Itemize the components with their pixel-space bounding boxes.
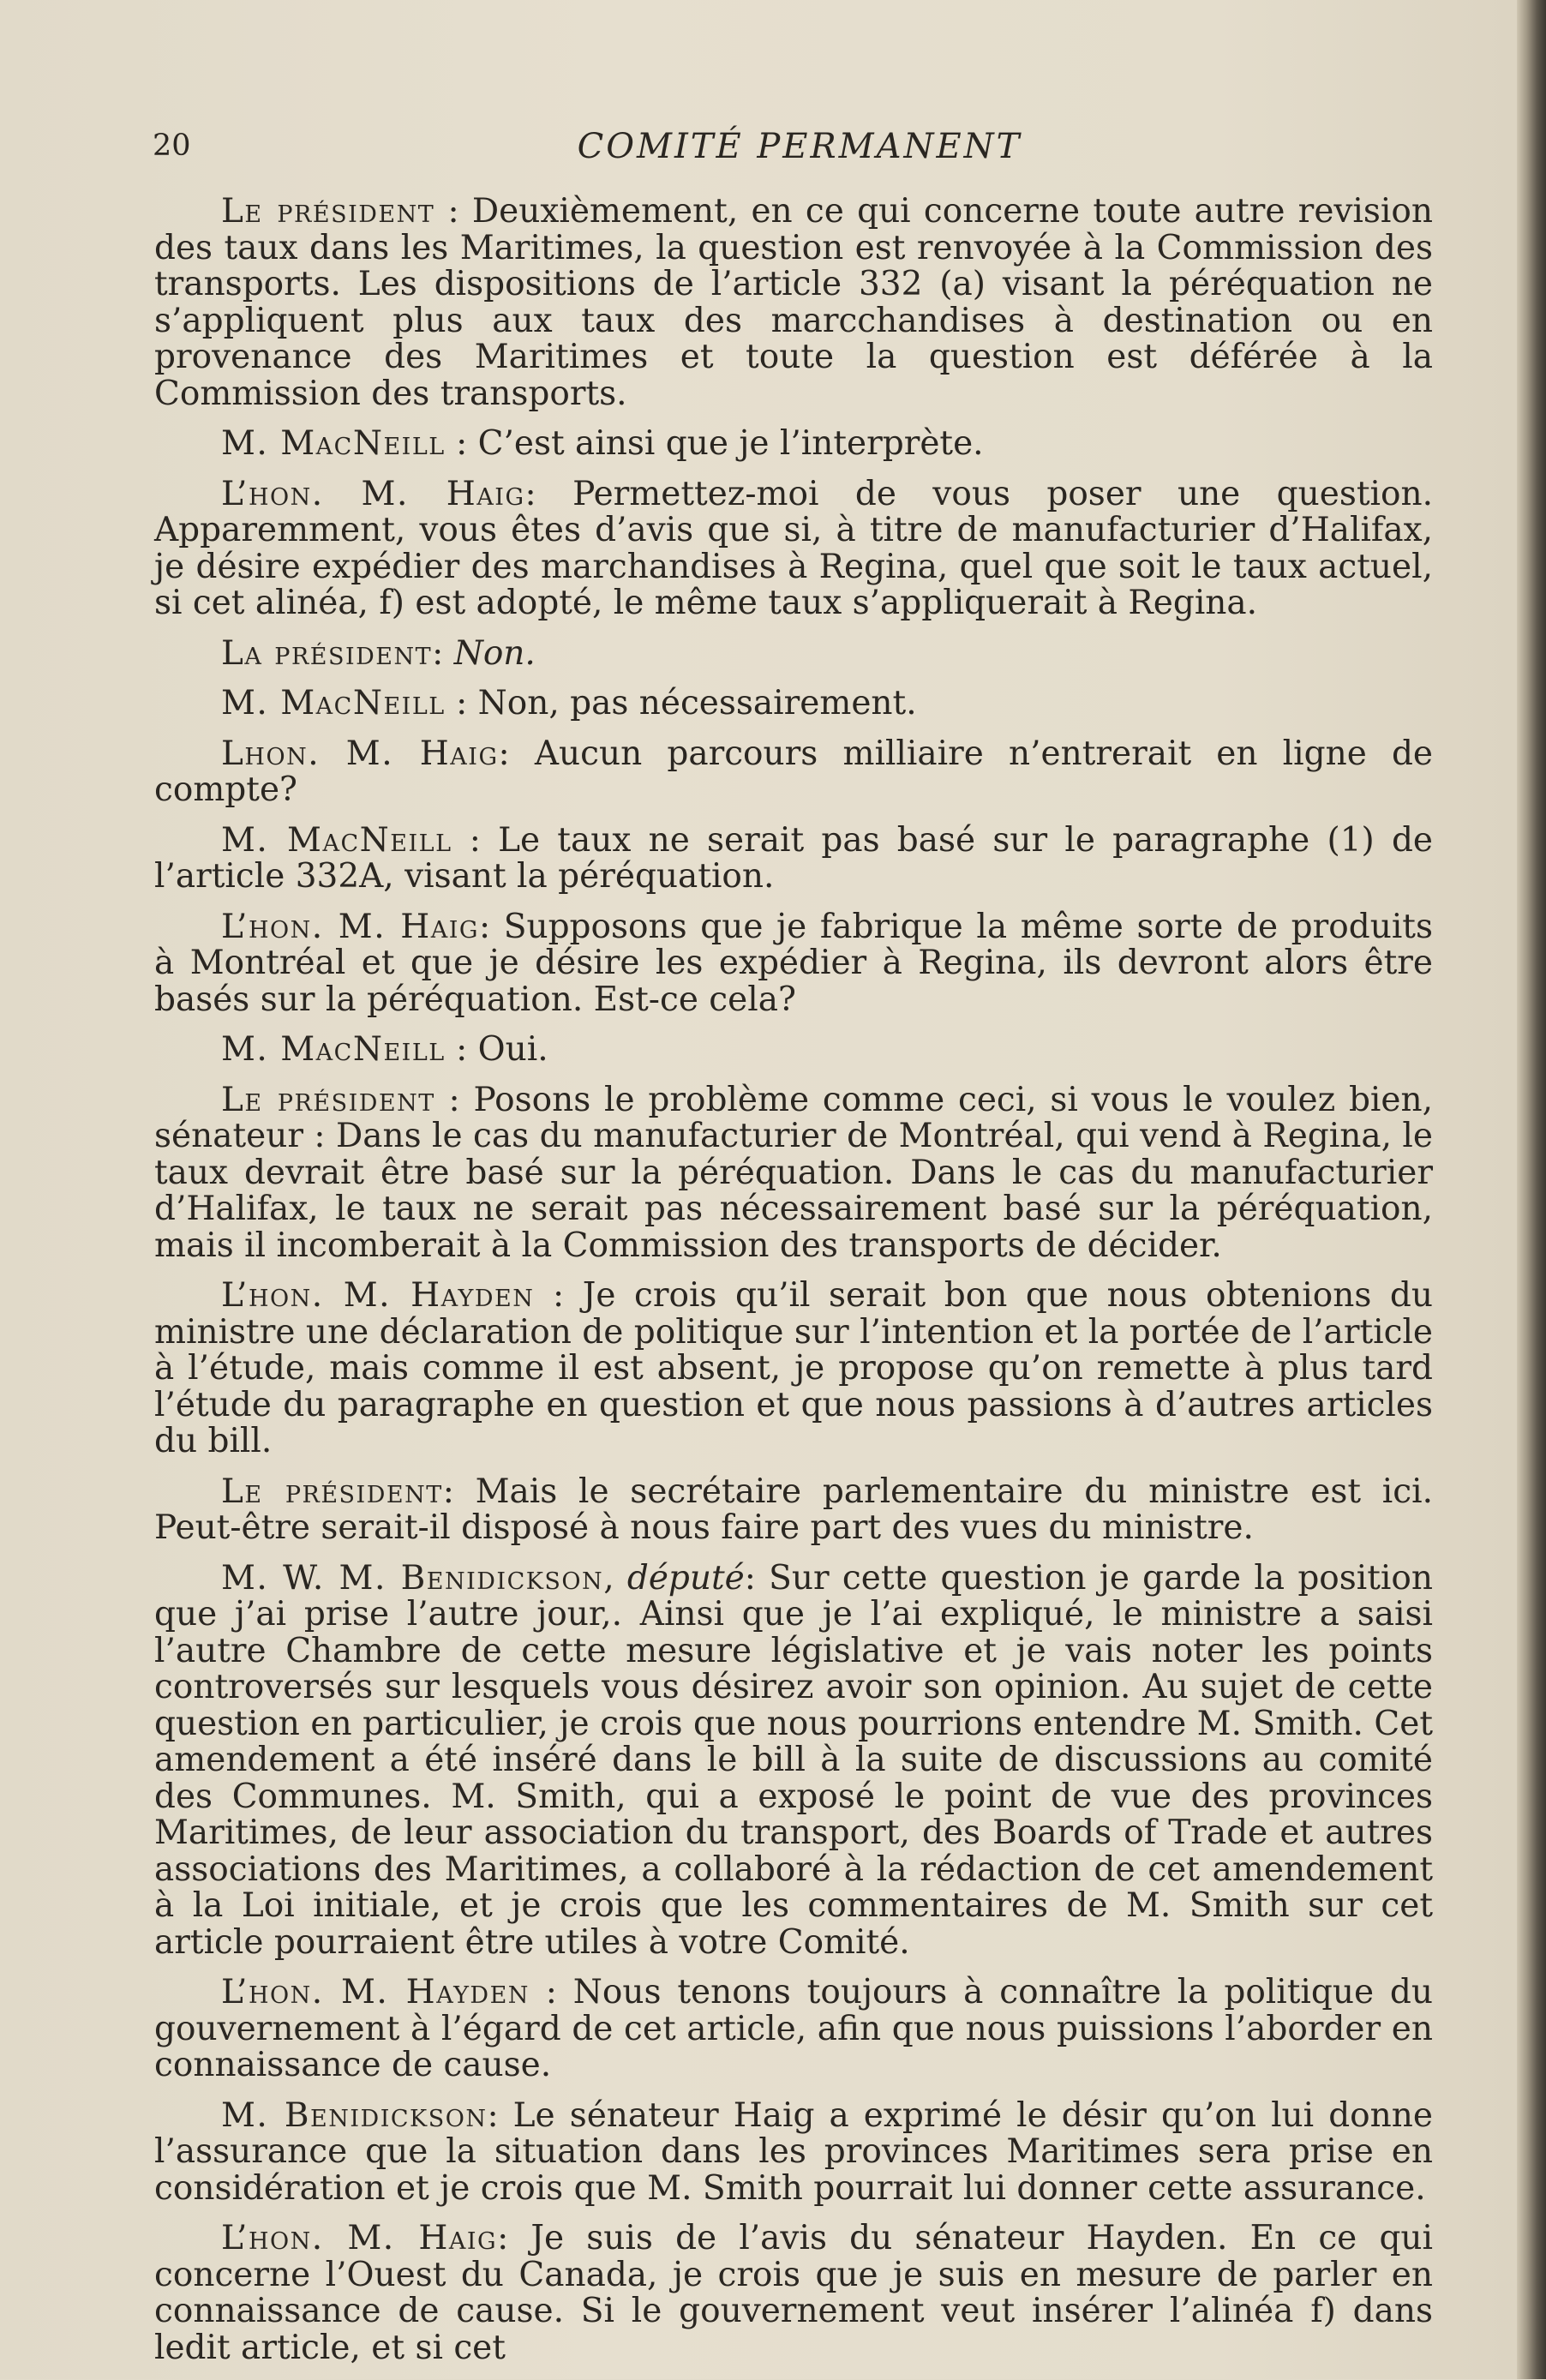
speaker-name: L’hon. M. Haig	[221, 2219, 498, 2257]
paragraph-text: Supposons que je fabrique la même sorte de produits à Montréal et que je désire les expédier à Regina, ils devront alors être basés sur la péréquation. Est-ce cela?	[154, 907, 1433, 1019]
transcript-paragraph	[154, 2095, 1433, 2208]
speaker-separator: :	[498, 734, 535, 773]
paragraph-text: Le taux ne serait pas basé sur le paragraphe (1) de l’article 332A, visant la péréquation.	[154, 820, 1433, 896]
speaker-separator: :	[434, 1080, 474, 1119]
transcript-paragraph	[154, 686, 1433, 722]
transcript-paragraph	[154, 909, 1433, 1019]
speaker-separator: :	[497, 2219, 531, 2257]
transcript-paragraph	[154, 1474, 1433, 1547]
transcript-paragraph	[154, 736, 1433, 809]
speaker-separator: :	[534, 1276, 583, 1315]
speaker-name: M. W. M. Benidickson	[221, 1558, 604, 1598]
speaker-role: député	[626, 1558, 745, 1598]
speaker-name: M. MacNeill	[221, 1030, 446, 1069]
speaker-separator: :	[478, 907, 504, 946]
speaker-separator: :	[432, 633, 454, 673]
speaker-separator: :	[445, 1030, 478, 1069]
transcript-paragraph	[154, 633, 1433, 673]
paragraph-text: Je suis de l’avis du sénateur Hayden. En ce qui concerne l’Ouest du Canada, je crois que je suis en mesure de parler en connaissance de cause. Si le gouvernement veut insérer l’alinéa f) dans ledit article, et si cet	[154, 2219, 1433, 2367]
transcript-paragraph	[154, 474, 1433, 622]
running-title: COMITÉ PERMANENT	[577, 127, 1022, 166]
page-number: 20	[153, 129, 191, 163]
speaker-name: M. MacNeill	[221, 820, 452, 860]
paragraph-text: C’est ainsi que je l’interprète.	[477, 424, 984, 463]
speaker-name: L’hon. M. Haig	[221, 907, 479, 946]
speaker-name: Le président	[221, 1472, 443, 1511]
paragraph-text: Sur cette question je garde la position que j’ai prise l’autre jour,. Ainsi que je l’ai expliqué, le ministre a saisi l’autre Chambre de cette mesure législative et je vais noter les points controversés sur lesquels vous désirez avoir son opinion. Au sujet de cette question en particulier, je crois que nous pourrions entendre M. Smith. Cet amendement a été inséré dans le bill à la suite de discussions au comité des Communes. M. Smith, qui a exposé le point de vue des provinces Maritimes, de leur association du transport, des Boards of Trade et autres associations des Maritimes, a collaboré à la rédaction de cet amendement à la Loi initiale, et je crois que les commentaires de M. Smith sur cet article pourraient être utiles à votre Comité.	[154, 1558, 1434, 1962]
speaker-name: L’hon. M. Hayden	[221, 1973, 530, 2011]
speaker-name: Le président	[221, 192, 435, 231]
document-body	[154, 194, 1433, 2380]
speaker-separator: :	[445, 424, 478, 463]
transcript-paragraph	[154, 1278, 1433, 1460]
page-edge	[1517, 0, 1546, 2379]
speaker-name: L’hon. M. Haig	[221, 474, 525, 513]
transcript-paragraph	[154, 2221, 1433, 2366]
paragraph-text: Non, pas nécessairement.	[477, 684, 917, 722]
paragraph-text: Le sénateur Haig a exprimé le désir qu’on lui donne l’assurance que la situation dans les provinces Maritimes sera prise en considération et je crois que M. Smith pourrait lui donner cette assurance.	[154, 2095, 1433, 2208]
paragraph-text: Je crois qu’il serait bon que nous obtenions du ministre une déclaration de politique sur l’intention et la portée de l’article à l’étude, mais comme il est absent, je propose qu’on remette à plus tard l’étude du paragraphe en question et que nous passions à d’autres articles du bill.	[154, 1276, 1434, 1460]
speaker-separator: :	[524, 474, 573, 513]
paragraph-text: Non.	[453, 633, 536, 673]
speaker-separator: :	[529, 1973, 573, 2011]
speaker-separator: :	[445, 684, 478, 722]
transcript-paragraph	[154, 1032, 1433, 1069]
transcript-paragraph	[154, 426, 1433, 463]
speaker-separator: :	[487, 2095, 513, 2135]
transcript-paragraph: M. W. M. Benidickson, député: Sur cette question je garde la position que j’ai prise l’autre jour,. Ainsi que je l’ai expliqué, le ministre a saisi l’autre Chambre de cette mesure législative et je vais noter les points controversés sur lesquels vous désirez avoir son opinion. Au sujet de cette question en particulier, je crois que nous pourrions entendre M. Smith. Cet amendement a été inséré dans le bill à la suite de discussions au comité des Communes. M. Smith, qui a exposé le point de vue des provinces Maritimes, de leur association du transport, des Boards of Trade et autres associations des Maritimes, a collaboré à la rédaction de cet amendement à la Loi initiale, et je crois que les commentaires de M. Smith sur cet article pourraient être utiles à votre Comité.	[154, 1558, 1434, 1962]
paragraph-text: Nous tenons toujours à connaître la politique du gouvernement à l’égard de cet article, afin que nous puissions l’aborder en connaissance de cause.	[154, 1973, 1433, 2084]
speaker-name: Le président	[221, 1080, 435, 1119]
speaker-separator: :	[452, 820, 499, 860]
speaker-name: M. MacNeill	[221, 424, 446, 463]
speaker-name: M. Benidickson	[221, 2095, 488, 2135]
page-header	[153, 122, 1447, 173]
speaker-name: Lhon. M. Haig	[221, 734, 499, 773]
speaker-name: L’hon. M. Hayden	[221, 1276, 535, 1315]
transcript-paragraph	[154, 1975, 1433, 2084]
paragraph-text: Aucun parcours milliaire n’entrerait en ligne de compte?	[154, 734, 1433, 809]
transcript-paragraph	[154, 194, 1433, 412]
speaker-name: M. MacNeill	[221, 684, 446, 722]
speaker-name: La président	[221, 633, 433, 673]
transcript-paragraph	[154, 1082, 1433, 1265]
speaker-separator: :	[434, 192, 472, 231]
paragraph-text: Posons le problème comme ceci, si vous le voulez bien, sénateur : Dans le cas du manufacturier de Montréal, qui vend à Regina, le taux devrait être basé sur la péréquation. Dans le cas du manufacturier d’Halifax, le taux ne serait pas nécessairement basé sur la péréquation, mais il incomberait à la Commission des transports de décider.	[154, 1080, 1433, 1265]
paragraph-text: Oui.	[477, 1030, 548, 1069]
paragraph-text: Mais le secrétaire parlementaire du ministre est ici. Peut-être serait-il disposé à nous faire part des vues du ministre.	[154, 1472, 1433, 1547]
speaker-separator: :	[442, 1472, 476, 1511]
transcript-paragraph	[154, 820, 1433, 896]
paragraph-text: Deuxièmement, en ce qui concerne toute autre revision des taux dans les Maritimes, la question est renvoyée à la Commission des transports. Les dispositions de l’article 332 (a) visant la péréquation ne s’appliquent plus aux taux des marcchandises à destination ou en provenance des Maritimes et toute la question est déférée à la Commission des transports.	[154, 192, 1433, 413]
paragraph-text: Permettez-moi de vous poser une question. Apparemment, vous êtes d’avis que si, à titre de manufacturier d’Halifax, je désire expédier des marchandises à Regina, quel que soit le taux actuel, si cet alinéa, f) est adopté, le même taux s’appliquerait à Regina.	[154, 474, 1433, 622]
speaker-separator: :	[744, 1558, 770, 1598]
